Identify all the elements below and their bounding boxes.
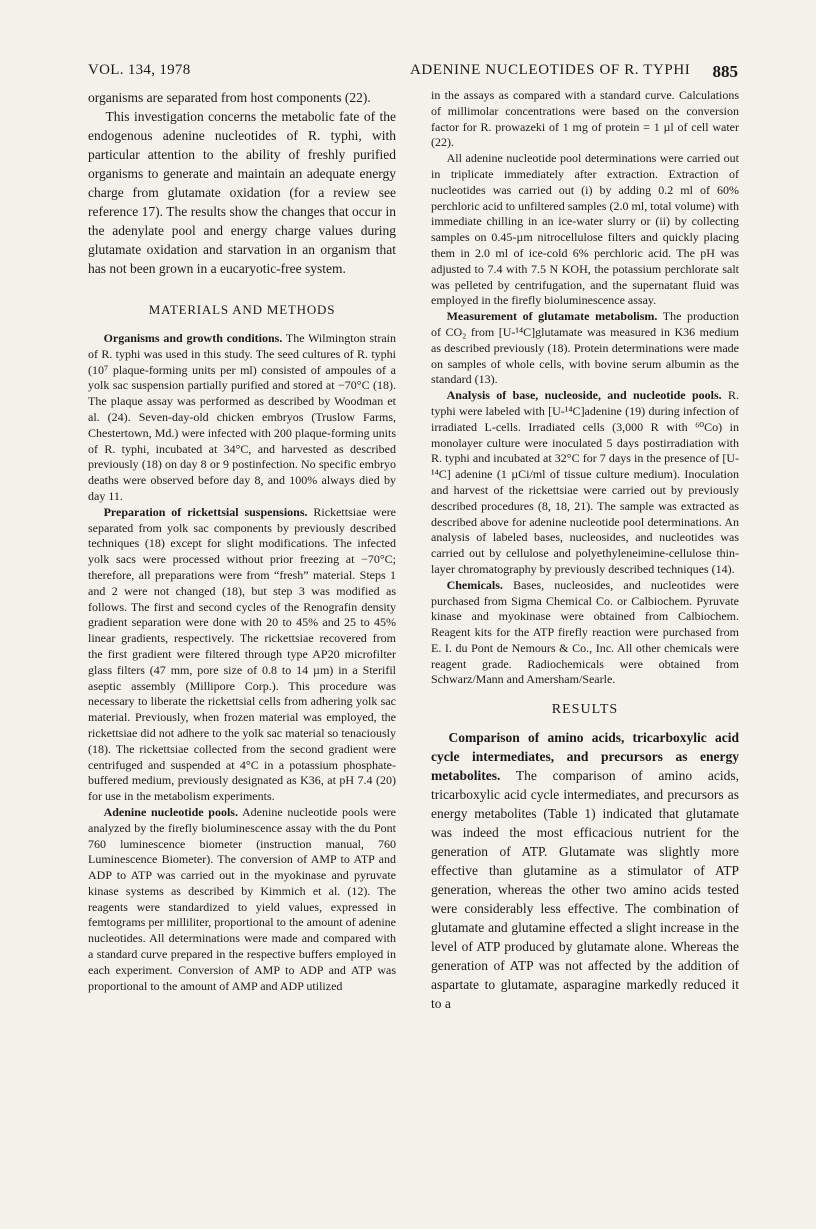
journal-volume: VOL. 134, 1978 xyxy=(88,62,191,78)
section-heading-materials: MATERIALS AND METHODS xyxy=(148,302,336,317)
comparison-text: The comparison of amino acids, tricarboxylic acid cycle intermediates, and precursors as energy metabolites (Table 1) indicated that glutamate was indeed the most efficacious nutrient for the generation of ATP. Glutamate was slightly more effective than glutamine as a stimulator of ATP generation, whereas the other two amino acids tested were considerably less effective. The combination of glutamate and glutamine effected a slight increase in the level of ATP produced by glutamate alone. Whereas the generation of ATP was not affected by the addition of aspartate to glutamate, asparagine markedly reduced it to a xyxy=(431,768,739,1012)
preparation-text: Rickettsiae were separated from yolk sac components by previously described techniques (18) except for slight modifications. The infected yolk sacs were processed without prior freezing at −70°C; therefore, all preparations were from “fresh” material. Steps 1 and 2 were not changed (18), but step 3 was modified as follows. The first and second cycles of the Renografin density gradient separation were done with 20 to 45% and 25 to 45% linear gradients, respectively. The rickettsiae recovered from the first gradient were filtered through type AP20 microfilter glass filters (47 mm, pore size of 0.8 to 14 µm) in a Sterifil aseptic assembly (Millipore Corp.). This procedure was necessary to liberate the rickettsial cells from adhering yolk sac material. Previously, when frozen material was employed, the rickettsiae did not adhere to the yolk sac material so tenaciously (18). The rickettsiae collected from the second gradient were centrifuged and suspended at 4°C in a potassium phosphate-buffered medium, previously designated as K36, at pH 7.4 (20) for use in the metabolism experiments. xyxy=(88,504,396,804)
left-column xyxy=(88,88,396,994)
paragraph-continued-right: in the assays as compared with a standard curve. Calculations of millimolar concentrations were based on the conversion factor for R. prowazeki of 1 mg of protein = 1 µl of cell water (22). xyxy=(431,88,739,150)
section-heading-results: RESULTS xyxy=(551,702,619,718)
glutamate-text: The production of CO₂ from [U-¹⁴C]glutamate was measured in K36 medium as described previously (18). Protein determinations were made on samples of whole cells, with bovine serum albumin as the standard (13). xyxy=(431,309,739,387)
page-number: 885 xyxy=(712,62,738,81)
paragraph-organisms xyxy=(88,331,396,505)
run-in-heading-chemicals: Chemicals. xyxy=(446,577,503,592)
paragraph-investigation: This investigation concerns the metabolic fate of the endogenous adenine nucleotides of R. typhi, with particular attention to the ability of freshly purified organisms to generate and maintain an adequate energy charge from glutamate oxidation (for a review see reference 17). The results show the changes that occur in the adenylate pool and energy charge values during glutamate oxidation and starvation in an organism that has not been grown in a eucaryotic-free system. xyxy=(88,109,396,276)
paragraph-glutamate xyxy=(431,309,739,388)
paragraph-continued: organisms are separated from host components (22). xyxy=(88,90,371,105)
paragraph-extraction: All adenine nucleotide pool determinations were carried out in triplicate immediately after extraction. Extraction of nucleotides was carried out (i) by adding 0.2 ml of 60% perchloric acid to unfiltered samples (2.0 ml, total volume) with immediate chilling in an ice-water slurry or (ii) by collecting samples on 0.45-µm nitrocellulose filters and quickly placing them in 2.0 ml of ice-cold 6% perchloric acid. The pH was adjusted to 7.4 with 7.5 N KOH, the potassium perchlorate salt was pelleted by centrifugation, and the supernatant fluid was employed in the firefly bioluminescence assay. xyxy=(431,151,739,308)
run-in-heading-pools: Adenine nucleotide pools. xyxy=(103,804,238,819)
paragraph-comparison xyxy=(431,728,739,1013)
paragraph-preparation xyxy=(88,505,396,805)
running-title: ADENINE NUCLEOTIDES OF R. TYPHI xyxy=(410,62,691,78)
chemicals-text: Bases, nucleosides, and nucleotides were purchased from Sigma Chemical Co. or Calbiochem. Pyruvate kinase and myokinase were obtained from Calbiochem. Reagent kits for the ATP firefly reaction were purchased from E. I. du Pont de Nemours & Co., Inc. All other chemicals were reagent grade. Radiochemicals were obtained from Schwarz/Mann and Amersham/Searle. xyxy=(431,577,739,687)
run-in-heading-glutamate: Measurement of glutamate metabolism. xyxy=(446,309,658,324)
run-in-heading-comparison: Comparison of amino acids, tricarboxylic acid cycle intermediates, and precursors as energy metabolites. xyxy=(431,730,739,784)
run-in-heading-organisms: Organisms and growth conditions. xyxy=(103,331,283,345)
run-in-heading-analysis: Analysis of base, nucleoside, and nucleotide pools. xyxy=(446,388,722,403)
paragraph-analysis xyxy=(431,388,739,578)
running-header xyxy=(88,62,738,84)
organisms-text: The Wilmington strain of R. typhi was used in this study. The seed cultures of R. typhi (10⁷ plaque-forming units per ml) consisted of ampoules of a yolk sac suspension partially purified and stored at −70°C (18). The plaque assay was performed as described by Woodman et al. (24). Seven-day-old chicken embryos (Truslow Farms, Chestertown, Md.) were infected with 200 plaque-forming units of R. typhi, incubated at 34°C, and harvested as described previously (18) on day 8 or 9 postinfection. No specific embryo deaths were observed before day 8, and 100% always died by day 11. xyxy=(88,331,397,503)
paragraph-chemicals xyxy=(431,578,739,689)
run-in-heading-preparation: Preparation of rickettsial suspensions. xyxy=(103,504,308,519)
pools-text: Adenine nucleotide pools were analyzed by the firefly bioluminescence assay with the du Pont 760 luminescence biometer (instruction manual, 760 Luminescence Biometer). The conversion of AMP to ATP and ADP to ATP was carried out in the myokinase and pyruvate kinase systems as described by Kimmich et al. (12). The reagents were standardized to yield values, expressed in femtograms per milliliter, proportional to the amount of adenine nucleotides. All determinations were made and compared with a standard curve prepared in the respective buffers employed in each experiment. Conversion of AMP to ADP and ATP was proportional to the amount of AMP and ADP utilized xyxy=(88,804,397,993)
right-column xyxy=(431,88,739,1013)
analysis-text: R. typhi were labeled with [U-¹⁴C]adenine (19) during infection of irradiated L-cells. Irradiated cells (3,000 R with ⁶⁰Co) in monolayer culture were inoculated 5 days postirradiation with R. typhi and incubated at 32°C for 7 days in the presence of [U-¹⁴C] adenine (1 µCi/ml of tissue culture medium). Inoculation and harvest of the rickettsiae were carried out by previously described procedures (8, 18, 21). The sample was extracted as described above for adenine nucleotide pool determinations. An analysis of labeled bases, nucleosides, and nucleotides was carried out by cellulose and polyethyleneimine-cellulose thin-layer chromatography by previously described techniques (14). xyxy=(431,388,739,576)
paragraph-pools xyxy=(88,805,396,995)
